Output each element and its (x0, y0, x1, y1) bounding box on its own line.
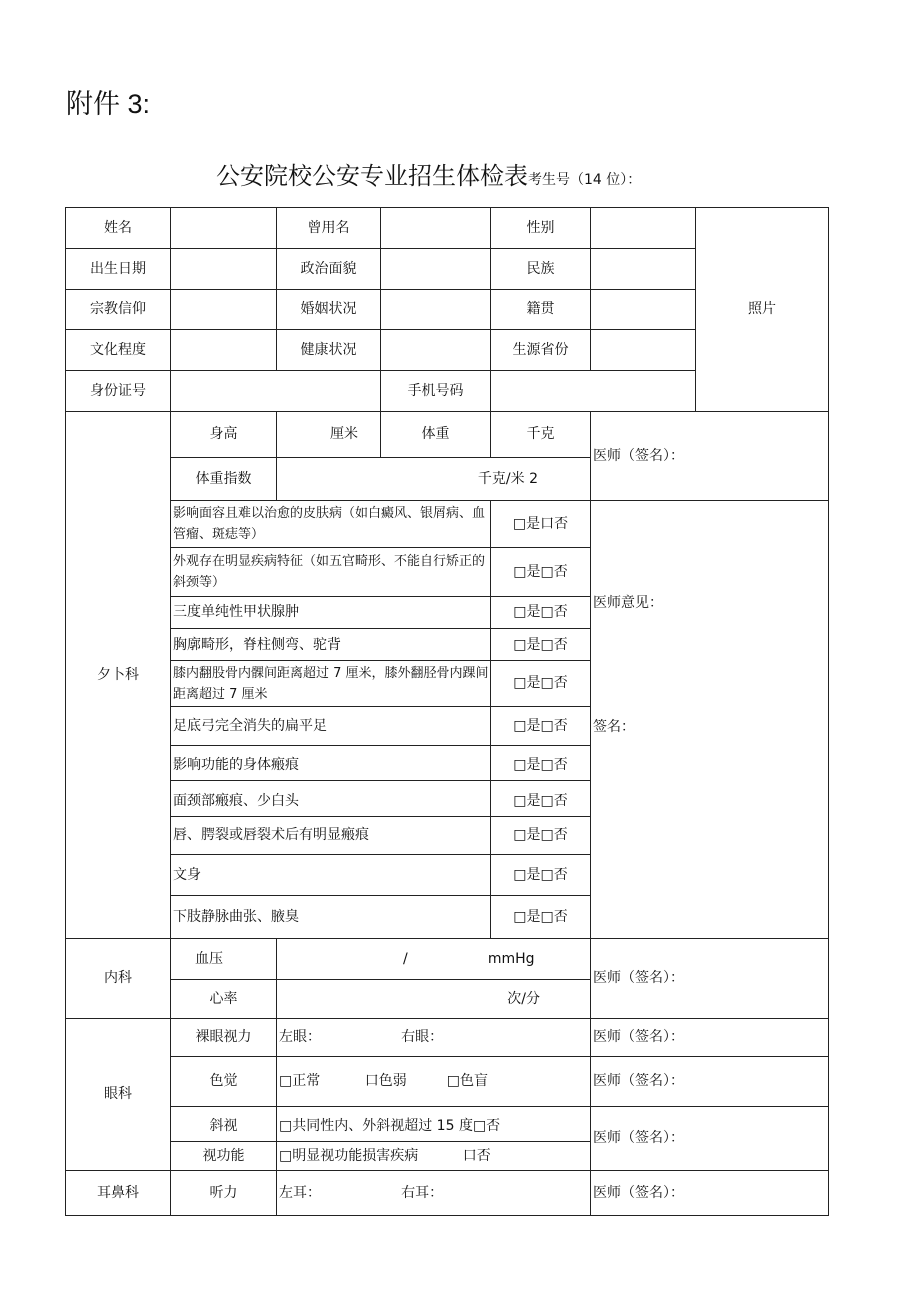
label-ethnicity: 民族 (491, 249, 591, 290)
section-surgery: 夕卜科 (65, 412, 171, 939)
field-native-place[interactable] (591, 290, 696, 330)
doctor-opinion-label: 医师意见： (593, 595, 663, 611)
field-marital-status[interactable] (381, 290, 491, 330)
section-ent: 耳鼻科 (65, 1171, 171, 1216)
surgery-item-text: 外观存在明显疾病特征（如五官畸形、不能自行矫正的斜颈等） (171, 548, 491, 597)
field-ethnicity[interactable] (591, 249, 696, 290)
field-strabismus[interactable]: □共同性内、外斜视超过 15 度□否 (277, 1107, 591, 1142)
label-health-status: 健康状况 (277, 330, 381, 371)
field-bmi-unit[interactable]: 千克/米 2 (277, 458, 591, 501)
field-color-sense[interactable]: □正常 口色弱 □色盲 (277, 1057, 591, 1107)
eye-doctor-sign-strabismus[interactable]: 医师（签名）： (591, 1107, 829, 1171)
field-heart-rate[interactable]: 次/分 (277, 980, 591, 1019)
field-weight-unit[interactable]: 千克 (491, 412, 591, 458)
surgery-item-text: 膝内翻股骨内髁间距离超过 7 厘米，膝外翻胫骨内踝间距离超过 7 厘米 (171, 661, 491, 707)
surgery-item-text: 文身 (171, 855, 491, 896)
field-phone[interactable] (491, 371, 696, 412)
label-color-sense: 色觉 (171, 1057, 277, 1107)
opinion-sign-label: 签名： (593, 719, 635, 735)
field-former-name[interactable] (381, 207, 491, 249)
section-internal: 内科 (65, 939, 171, 1019)
label-religion: 宗教信仰 (65, 290, 171, 330)
label-former-name: 曾用名 (277, 207, 381, 249)
field-gender[interactable] (591, 207, 696, 249)
field-id-number[interactable] (171, 371, 381, 412)
surgery-item-choice[interactable]: □是□否 (491, 781, 591, 817)
label-strabismus: 斜视 (171, 1107, 277, 1142)
photo-box[interactable]: 照片 (696, 207, 829, 412)
surgery-item-choice[interactable]: □是□否 (491, 746, 591, 781)
label-height: 身高 (171, 412, 277, 458)
surgery-item-text: 下肢静脉曲张、腋臭 (171, 896, 491, 939)
surgery-item-text: 影响面容且难以治愈的皮肤病（如白癜风、银屑病、血管瘤、斑痣等） (171, 501, 491, 548)
surgery-opinion-box[interactable] (591, 501, 829, 939)
surgery-item-choice[interactable]: □是□否 (491, 629, 591, 661)
field-naked-vision[interactable]: 左眼： 右眼： (277, 1019, 591, 1057)
label-gender: 性别 (491, 207, 591, 249)
label-education: 文化程度 (65, 330, 171, 371)
internal-doctor-sign[interactable]: 医师（签名）： (591, 939, 829, 1019)
surgery-doctor-sign[interactable]: 医师（签名）： (591, 412, 829, 501)
field-birth-date[interactable] (171, 249, 277, 290)
field-visual-function[interactable]: □明显视功能损害疾病 口否 (277, 1142, 591, 1171)
surgery-item-choice[interactable]: □是□否 (491, 661, 591, 707)
label-origin-province: 生源省份 (491, 330, 591, 371)
label-hearing: 听力 (171, 1171, 277, 1216)
surgery-item-choice[interactable]: □是□否 (491, 855, 591, 896)
field-education[interactable] (171, 330, 277, 371)
eye-doctor-sign-vision[interactable]: 医师（签名）： (591, 1019, 829, 1057)
label-native-place: 籍贯 (491, 290, 591, 330)
field-health-status[interactable] (381, 330, 491, 371)
label-weight: 体重 (381, 412, 491, 458)
surgery-item-text: 足底弓完全消失的扁平足 (171, 707, 491, 746)
surgery-item-choice[interactable]: □是口否 (491, 501, 591, 548)
eye-doctor-sign-color[interactable]: 医师（签名）： (591, 1057, 829, 1107)
surgery-item-choice[interactable]: □是□否 (491, 548, 591, 597)
exam-number-label: 考生号（14 位）： (528, 172, 642, 188)
surgery-item-text: 三度单纯性甲状腺肿 (171, 597, 491, 629)
label-bmi: 体重指数 (171, 458, 277, 501)
field-political-status[interactable] (381, 249, 491, 290)
label-heart-rate: 心率 (171, 980, 277, 1019)
field-origin-province[interactable] (591, 330, 696, 371)
surgery-item-choice[interactable]: □是□否 (491, 817, 591, 855)
field-religion[interactable] (171, 290, 277, 330)
surgery-item-text: 唇、腭裂或唇裂术后有明显瘢痕 (171, 817, 491, 855)
form-title (216, 156, 641, 191)
label-political-status: 政治面貌 (277, 249, 381, 290)
section-eye: 眼科 (65, 1019, 171, 1171)
field-blood-pressure[interactable]: / mmHg (277, 939, 591, 980)
field-hearing[interactable]: 左耳： 右耳： (277, 1171, 591, 1216)
field-height-unit[interactable]: 厘米 (277, 412, 381, 458)
label-id-number: 身份证号 (65, 371, 171, 412)
label-naked-vision: 裸眼视力 (171, 1019, 277, 1057)
title-main: 公安院校公安专业招生体检表 (216, 162, 528, 190)
exam-form-table (65, 207, 829, 1216)
label-birth-date: 出生日期 (65, 249, 171, 290)
surgery-item-text: 面颈部瘢痕、少白头 (171, 781, 491, 817)
label-marital-status: 婚姻状况 (277, 290, 381, 330)
surgery-item-choice[interactable]: □是□否 (491, 896, 591, 939)
label-blood-pressure: 血压 (171, 939, 277, 980)
label-name: 姓名 (65, 207, 171, 249)
label-visual-function: 视功能 (171, 1142, 277, 1171)
surgery-item-choice[interactable]: □是□否 (491, 707, 591, 746)
surgery-item-choice[interactable]: □是□否 (491, 597, 591, 629)
annex-label: 附件 3: (66, 89, 151, 119)
surgery-item-text: 胸廓畸形，脊柱侧弯、驼背 (171, 629, 491, 661)
surgery-item-text: 影响功能的身体瘢痕 (171, 746, 491, 781)
ent-doctor-sign[interactable]: 医师（签名）： (591, 1171, 829, 1216)
field-name[interactable] (171, 207, 277, 249)
label-phone: 手机号码 (381, 371, 491, 412)
